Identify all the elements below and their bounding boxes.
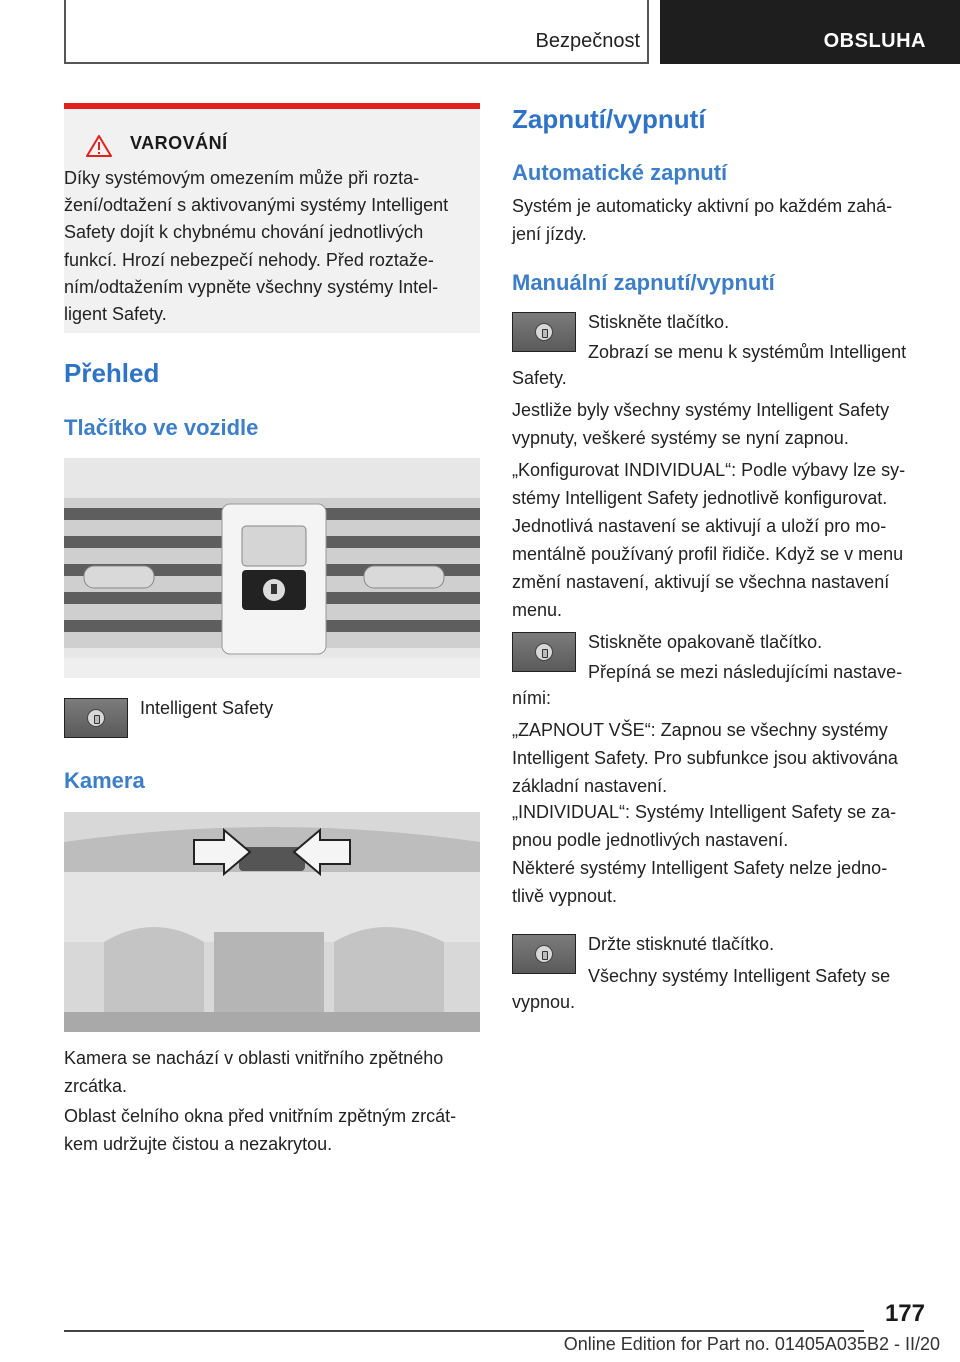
- heading-manual-on-off: Manuální zapnutí/vypnutí: [512, 270, 775, 295]
- p4-line1: „INDIVIDUAL“: Systémy Intelligent Safety se za-: [512, 802, 897, 822]
- step1-line3: Safety.: [512, 368, 567, 388]
- auto-line2: jení jízdy.: [512, 224, 587, 244]
- step2-line1: Stiskněte opakovaně tlačítko.: [588, 632, 823, 652]
- p1-line2: vypnuty, veškeré systémy se nyní zapnou.: [512, 428, 849, 448]
- paragraph-individual: [512, 798, 896, 854]
- warning-line: Díky systémovým omezením může při rozta-: [64, 168, 420, 188]
- intelligent-safety-button-icon: [64, 698, 128, 738]
- interior-camera-illustration: [64, 812, 480, 1032]
- step3-line3: vypnou.: [512, 992, 576, 1012]
- camera-paragraph-1: [64, 1044, 443, 1100]
- p2-line2: stémy Intelligent Safety jednotlivě konfigurovat.: [512, 488, 888, 508]
- paragraph-all-on: [512, 716, 898, 800]
- warning-line: žení/odtažení s aktivovanými systémy Intelligent: [64, 195, 449, 216]
- camera-p1-line2: zrcátka.: [64, 1076, 128, 1096]
- heading-camera: Kamera: [64, 768, 145, 793]
- warning-line: funkcí. Hrozí nebezpečí nehody. Před roztaže-: [64, 249, 434, 270]
- footer-rule: [64, 1330, 864, 1332]
- p2-line4: mentálně používaný profil řidiče. Když se v menu: [512, 544, 904, 564]
- page-number: 177: [884, 1300, 925, 1327]
- warning-triangle-icon: [86, 135, 112, 157]
- header-chapter-tab: [660, 0, 960, 64]
- heading-button-in-vehicle: Tlačítko ve vozidle: [64, 415, 259, 440]
- p5-line1: Některé systémy Intelligent Safety nelze jedno-: [512, 858, 888, 878]
- vehicle-button-photo: [64, 458, 480, 678]
- vent-button-illustration: [64, 458, 480, 678]
- camera-photo: [64, 812, 480, 1032]
- warning-box: [64, 103, 480, 333]
- p3-line3: základní nastavení.: [512, 776, 668, 796]
- camera-p2-line1: Oblast čelního okna před vnitřním zpětným zrcát-: [64, 1106, 457, 1126]
- header-rule-left: [64, 0, 66, 64]
- p2-line6: menu.: [512, 600, 563, 620]
- step2-line3: ními:: [512, 688, 552, 708]
- heading-on-off: Zapnutí/vypnutí: [512, 104, 706, 134]
- p2-line5: změní nastavení, aktivují se všechna nastavení: [512, 572, 890, 592]
- edition-note: Online Edition for Part no. 01405A035B2 - II/20: [563, 1334, 940, 1354]
- intelligent-safety-button-icon: [512, 312, 576, 352]
- warning-line: ligent Safety.: [64, 304, 167, 325]
- heading-auto-on: Automatické zapnutí: [512, 160, 728, 185]
- intelligent-safety-button-icon: [512, 934, 576, 974]
- warning-line: Safety dojít k chybnému chování jednotlivých: [64, 222, 424, 243]
- p3-line2: Intelligent Safety. Pro subfunkce jsou aktivována: [512, 748, 898, 768]
- icon-caption: Intelligent Safety: [140, 698, 274, 718]
- warning-heading: [86, 133, 228, 154]
- auto-paragraph: [512, 192, 892, 248]
- heading-prehled: Přehled: [64, 358, 160, 388]
- warning-title: VAROVÁNÍ: [130, 133, 228, 153]
- paragraph-configure-individual: [512, 456, 905, 624]
- p1-line1: Jestliže byly všechny systémy Intelligent Safety: [512, 400, 890, 420]
- paragraph-cannot-disable: [512, 854, 887, 910]
- camera-paragraph-2: [64, 1102, 456, 1158]
- camera-p2-line2: kem udržujte čistou a nezakrytou.: [64, 1134, 333, 1154]
- auto-line1: Systém je automaticky aktivní po každém zahá-: [512, 196, 893, 216]
- header-section-title: Bezpečnost: [535, 30, 640, 52]
- warning-text: [64, 165, 474, 328]
- paragraph-all-off: [512, 396, 889, 452]
- header-rule-right: [647, 0, 649, 64]
- warning-line: ním/odtažením vypněte všechny systémy Intel-: [64, 276, 439, 297]
- camera-p1-line1: Kamera se nachází v oblasti vnitřního zpětného: [64, 1048, 444, 1068]
- step3-line1: Držte stisknuté tlačítko.: [588, 934, 775, 954]
- header-chapter-label: OBSLUHA: [823, 30, 926, 52]
- step2-line2: Přepíná se mezi následujícími nastave-: [588, 662, 903, 682]
- intelligent-safety-button-icon: [512, 632, 576, 672]
- step1-line1: Stiskněte tlačítko.: [588, 312, 730, 332]
- p2-line1: „Konfigurovat INDIVIDUAL“: Podle výbavy lze sy-: [512, 460, 906, 480]
- step3-line2: Všechny systémy Intelligent Safety se: [588, 966, 891, 986]
- p5-line2: tlivě vypnout.: [512, 886, 618, 906]
- p4-line2: pnou podle jednotlivých nastavení.: [512, 830, 789, 850]
- header-rule-bottom: [64, 62, 649, 64]
- p2-line3: Jednotlivá nastavení se aktivují a uloží pro mo-: [512, 516, 887, 536]
- p3-line1: „ZAPNOUT VŠE“: Zapnou se všechny systémy: [512, 720, 888, 740]
- step1-line2: Zobrazí se menu k systémům Intelligent: [588, 342, 907, 362]
